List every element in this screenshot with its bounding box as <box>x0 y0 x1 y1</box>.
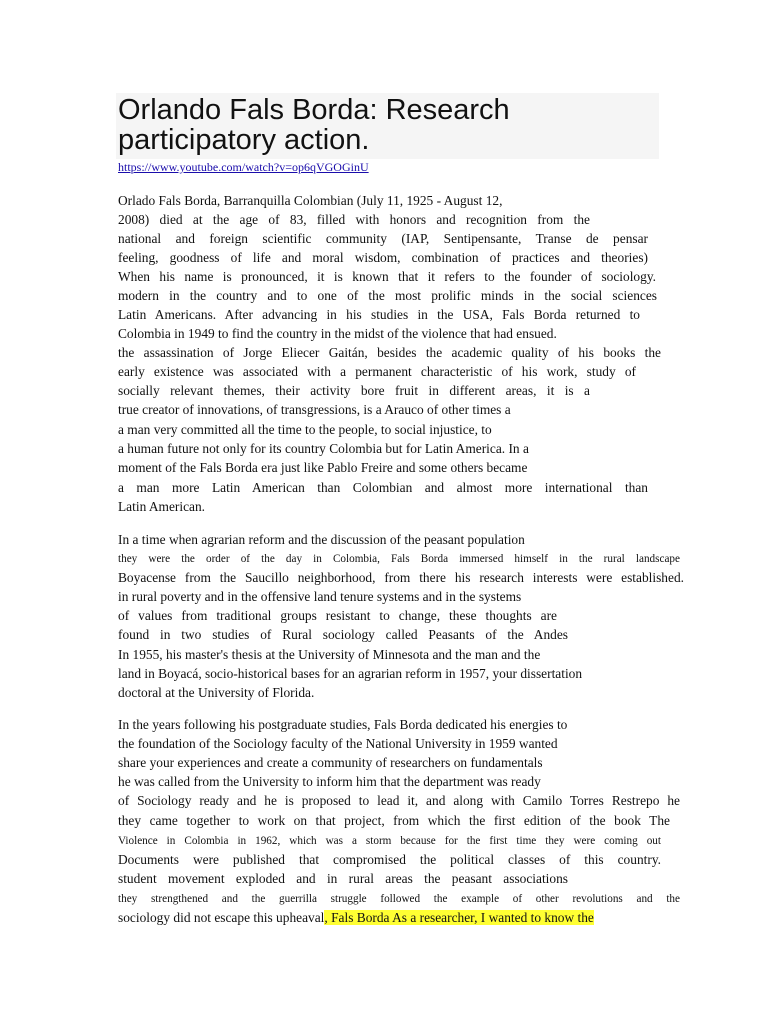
p1-line-8: Colombia in 1949 to find the country in the midst of the violence that had ensued. <box>118 326 557 341</box>
p1-line-4: feeling, goodness of life and moral wisdom, combination of practices and theories) <box>118 250 648 265</box>
p1-line-12: true creator of innovations, of transgressions, is a Arauco of other times a <box>118 402 511 417</box>
p3-line-4: he was called from the University to inform him that the department was ready <box>118 774 541 789</box>
p1-line-16: a man more Latin American than Colombian and almost more international than <box>118 480 648 495</box>
p3-line-9: student movement exploded and in rural areas the peasant associations <box>118 871 568 886</box>
p2-line-5: of values from traditional groups resistant to change, these thoughts are <box>118 608 557 623</box>
p2-line-9: doctoral at the University of Florida. <box>118 685 315 700</box>
p2-line-7: In 1955, his master's thesis at the University of Minnesota and the man and the <box>118 647 541 662</box>
page-title-line-2: participatory action. <box>118 124 370 156</box>
page-title-line-1: Orlando Fals Borda: Research <box>118 94 510 126</box>
p1-line-11: socially relevant themes, their activity bore fruit in different areas, it is a <box>118 383 590 398</box>
p3-line-10: they strengthened and the guerrilla struggle followed the example of other revolutions and the <box>118 893 680 905</box>
p3-line-11-text: sociology did not escape this upheaval <box>118 910 325 925</box>
p1-line-9: the assassination of Jorge Eliecer Gaitán, besides the academic quality of his books the <box>118 345 661 360</box>
p3-line-5: of Sociology ready and he is proposed to lead it, and along with Camilo Torres Restrepo he <box>118 793 680 808</box>
p1-line-3: national and foreign scientific community (IAP, Sentipensante, Transe de pensar <box>118 231 648 246</box>
p1-line-2: 2008) died at the age of 83, filled with honors and recognition from the <box>118 212 590 227</box>
p1-line-13: a man very committed all the time to the people, to social injustice, to <box>118 422 492 437</box>
p3-line-7: Violence in Colombia in 1962, which was a storm because for the first time they were coming out <box>118 835 661 847</box>
p2-line-1: In a time when agrarian reform and the discussion of the peasant population <box>118 532 525 547</box>
p1-line-10: early existence was associated with a permanent characteristic of his work, study of <box>118 364 636 379</box>
p3-line-3: share your experiences and create a community of researchers on fundamentals <box>118 755 543 770</box>
p1-line-5: When his name is pronounced, it is known that it refers to the founder of sociology. <box>118 269 656 284</box>
p3-line-11 <box>118 910 678 926</box>
p2-line-2: they were the order of the day in Colombia, Fals Borda immersed himself in the rural landscape <box>118 553 680 565</box>
p1-line-6: modern in the country and to one of the most prolific minds in the social sciences <box>118 288 657 303</box>
highlighted-text: , Fals Borda As a researcher, I wanted to know the <box>324 910 594 925</box>
youtube-link[interactable]: https://www.youtube.com/watch?v=op6qVGOGinU <box>118 160 369 174</box>
p3-line-2: the foundation of the Sociology faculty of the National University in 1959 wanted <box>118 736 558 751</box>
p3-line-8: Documents were published that compromised the political classes of this country. <box>118 852 661 867</box>
p1-line-15: moment of the Fals Borda era just like Pablo Freire and some others became <box>118 460 528 475</box>
p2-line-8: land in Boyacá, socio-historical bases for an agrarian reform in 1957, your dissertation <box>118 666 583 681</box>
p3-line-1: In the years following his postgraduate studies, Fals Borda dedicated his energies to <box>118 717 568 732</box>
p2-line-4: in rural poverty and in the offensive land tenure systems and in the systems <box>118 589 522 604</box>
p2-line-6: found in two studies of Rural sociology called Peasants of the Andes <box>118 627 568 642</box>
p1-line-1: Orlado Fals Borda, Barranquilla Colombian (July 11, 1925 - August 12, <box>118 193 503 208</box>
p3-line-6: they came together to work on that project, from which the first edition of the book The <box>118 813 670 828</box>
p1-line-7: Latin Americans. After advancing in his studies in the USA, Fals Borda returned to <box>118 307 640 322</box>
p1-line-14: a human future not only for its country Colombia but for Latin America. In a <box>118 441 529 456</box>
p2-line-3: Boyacense from the Saucillo neighborhood, from there his research interests were established. <box>118 570 684 585</box>
p1-line-17: Latin American. <box>118 499 206 514</box>
